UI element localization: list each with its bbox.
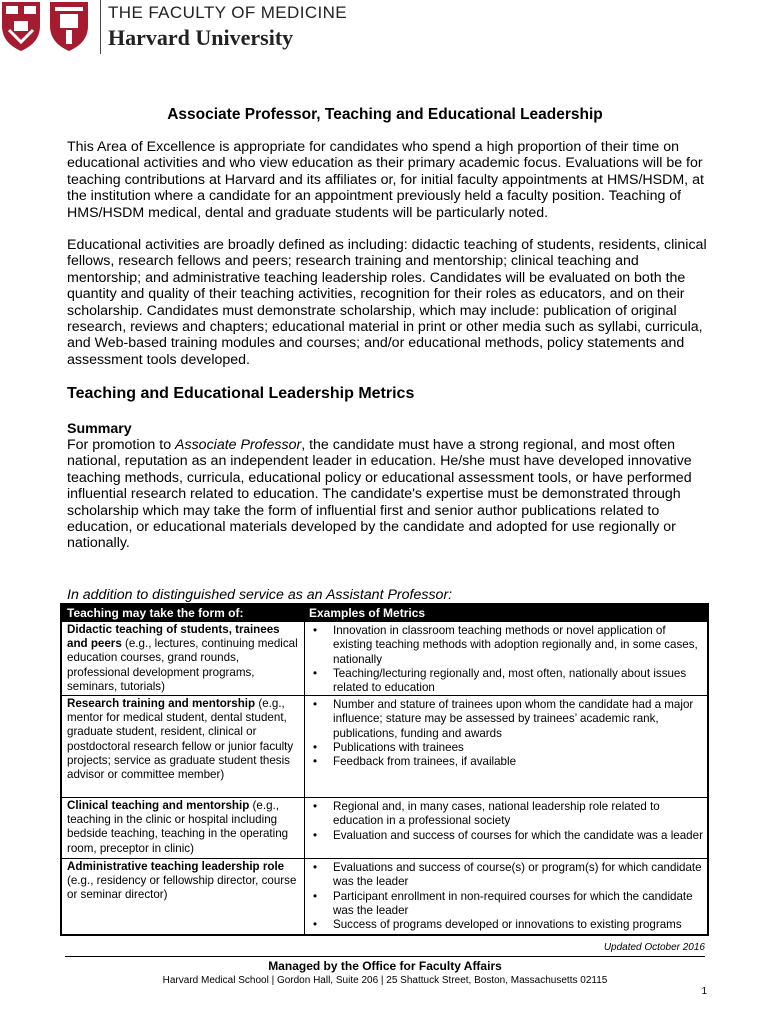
footer-address: Harvard Medical School | Gordon Hall, Suite 206 | 25 Shattuck Street, Boston, Massachusetts 02115 <box>162 975 608 986</box>
metric-item: • Success of programs developed or innovations to existing programs <box>305 918 708 932</box>
summary-paragraph: For promotion to Associate Professor, the candidate must have a strong regional, and most often national, reputation as an independent leader in education. He/she must have developed innovative teaching methods, curricula, educational policy or educational assessment tools, or have performed influential research related to education. The candidate's expertise must be demonstrated through scholarship which may take the form of influential first and senior author publications related to education, or educational materials developed by the candidate and adopted for use regionally or nationally. <box>67 437 692 552</box>
teaching-form-cell: Clinical teaching and mentorship (e.g., teaching in the clinic or hospital including bedside teaching, teaching in the operating room, preceptor in clinic) <box>67 799 289 855</box>
table-row <box>62 858 707 934</box>
summary-emphasis: Associate Professor <box>175 437 302 453</box>
footer-divider <box>65 956 705 957</box>
metrics-cell <box>304 622 708 695</box>
metric-item: • Number and stature of trainees upon whom the candidate had a major influence; stature may be assessed by trainees’ academic rank, publications, funding and awards <box>305 698 708 741</box>
metric-item: • Publications with trainees <box>305 741 708 755</box>
metric-item: • Innovation in classroom teaching methods or novel application of existing teaching methods with adoption regionally and, in some cases, nationally <box>305 624 708 667</box>
veritas-shield-icon <box>0 0 42 52</box>
metric-item: • Participant enrollment in non-required courses for which the candidate was the leader <box>305 890 708 919</box>
medicine-shield-icon <box>48 0 90 52</box>
table-intro-line: In addition to distinguished service as an Assistant Professor: <box>67 587 453 603</box>
metrics-cell <box>304 696 708 797</box>
table-header <box>62 605 707 621</box>
table-row <box>62 621 707 695</box>
metric-item: • Evaluations and success of course(s) or program(s) for which candidate was the leader <box>305 861 708 890</box>
metric-item: • Evaluation and success of courses for which the candidate was a leader <box>305 829 708 843</box>
page-number: 1 <box>701 986 707 997</box>
metric-item: • Teaching/lecturing regionally and, most often, nationally about issues related to education <box>305 667 708 696</box>
teaching-form-cell: Administrative teaching leadership role (e.g., residency or fellowship director, course or seminar director) <box>67 860 297 902</box>
logo-faculty-line: THE FACULTY OF MEDICINE <box>108 3 348 22</box>
logo-divider <box>100 0 101 54</box>
metrics-table <box>60 603 709 936</box>
header-teaching-form: Teaching may take the form of: <box>67 606 244 620</box>
harvard-logo <box>0 0 348 54</box>
table-row <box>62 695 707 797</box>
page-title: Associate Professor, Teaching and Educational Leadership <box>167 106 603 123</box>
logo-university-line: Harvard University <box>108 25 294 50</box>
table-row <box>62 797 707 858</box>
summary-title: Summary <box>67 421 132 437</box>
metric-item: • Regional and, in many cases, national leadership role related to education in a professional society <box>305 800 708 829</box>
metrics-cell <box>304 859 708 934</box>
metric-item: • Feedback from trainees, if available <box>305 755 708 769</box>
header-metrics: Examples of Metrics <box>309 606 426 620</box>
activities-paragraph: Educational activities are broadly defined as including: didactic teaching of students, residents, clinical fellows, research fellows and peers; research training and mentorship; clinical teaching and mentorship; and administrative teaching leadership roles. Candidates will be evaluated on both the quantity and quality of their teaching activities, recognition for their roles as educators, and on their scholarship. Candidates must demonstrate scholarship, which may include: publication of original research, reviews and chapters; educational material in print or other media such as syllabi, curricula, and Web-based training modules and courses; and/or educational methods, policy statements and assessment tools developed. <box>67 237 707 368</box>
footer-managed-by: Managed by the Office for Faculty Affairs <box>268 959 502 973</box>
teaching-form-cell: Research training and mentorship (e.g., mentor for medical student, dental student, graduate student, resident, clinical or postdoctoral research fellow or junior faculty projects; service as graduate student thesis advisor or committee member) <box>67 697 294 782</box>
metrics-cell <box>304 798 708 858</box>
teaching-form-cell: Didactic teaching of students, trainees and peers (e.g., lectures, continuing medical education courses, grand rounds, professional development programs, seminars, tutorials) <box>67 623 298 693</box>
section-heading: Teaching and Educational Leadership Metrics <box>67 385 415 402</box>
intro-paragraph: This Area of Excellence is appropriate for candidates who spend a high proportion of their time on educational activities and who view education as their primary academic focus. Evaluations will be for teaching contributions at Harvard and its affiliates or, for initial faculty appointments at HMS/HSDM, at the institution where a candidate for an appointment previously held a faculty position. Teaching of HMS/HSDM medical, dental and graduate students will be particularly noted. <box>67 139 704 221</box>
updated-date: Updated October 2016 <box>603 942 705 953</box>
